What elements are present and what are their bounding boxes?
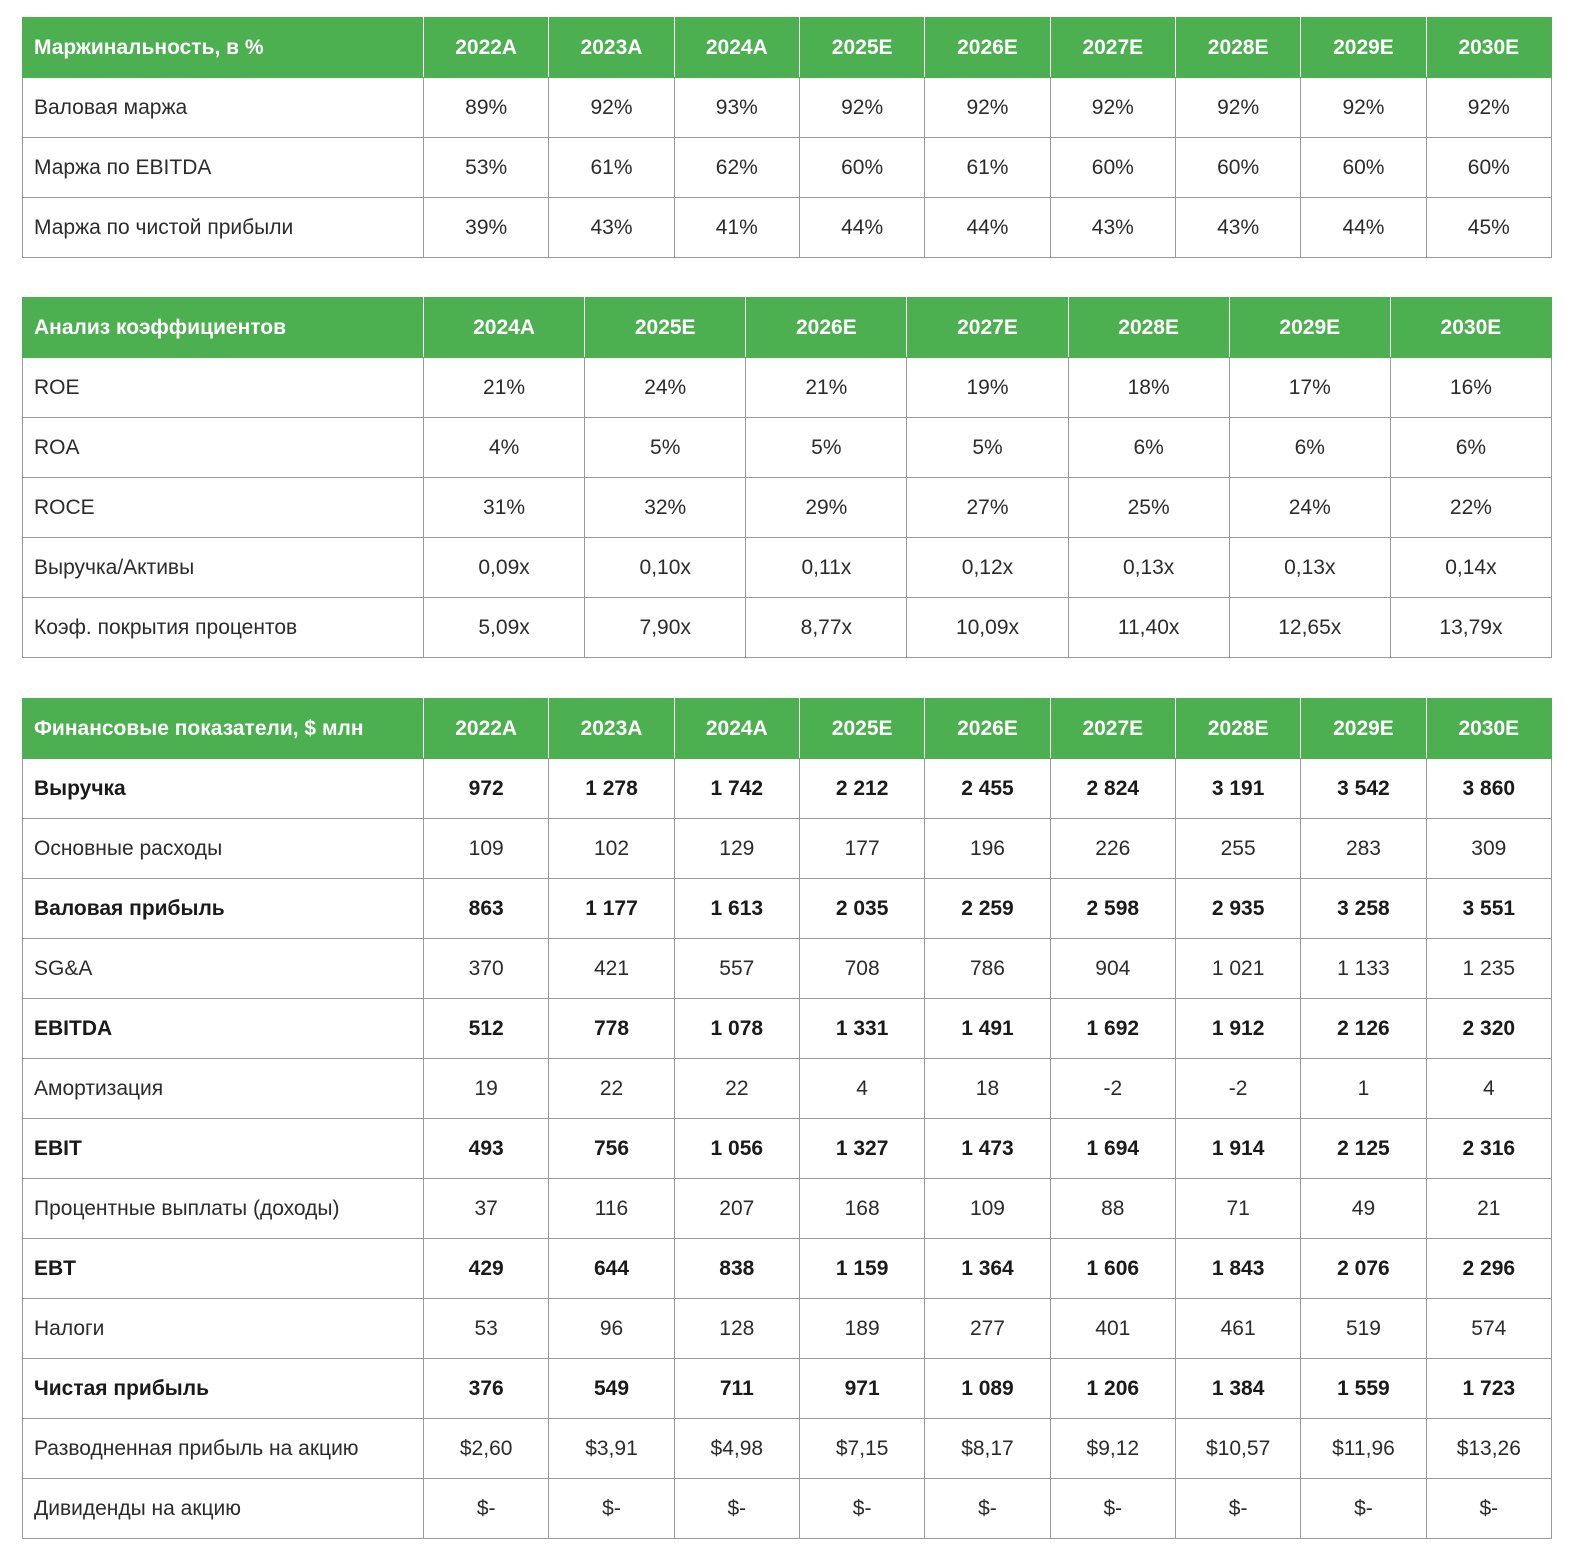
- table-cell: $13,26: [1426, 1419, 1551, 1479]
- table-cell: 1 723: [1426, 1359, 1551, 1419]
- table-row: [23, 358, 1552, 418]
- margins-table: [22, 17, 1552, 258]
- table-cell: 1 331: [799, 999, 924, 1059]
- ratios-table: [22, 297, 1552, 658]
- table-cell: 549: [549, 1359, 674, 1419]
- table-cell: 189: [799, 1299, 924, 1359]
- table-cell: 44%: [799, 198, 924, 258]
- table-cell: 16%: [1390, 358, 1551, 418]
- table-cell: 4: [1426, 1059, 1551, 1119]
- column-header-2028e: 2028E: [1175, 699, 1300, 759]
- column-header-2026e: 2026E: [925, 699, 1050, 759]
- table-cell: 96: [549, 1299, 674, 1359]
- table-cell: 3 258: [1301, 879, 1426, 939]
- table-cell: 1 742: [674, 759, 799, 819]
- row-label: Валовая прибыль: [23, 879, 424, 939]
- table-cell: 838: [674, 1239, 799, 1299]
- table-cell: 1 843: [1175, 1239, 1300, 1299]
- table-cell: 27%: [907, 478, 1068, 538]
- table-row: [23, 759, 1552, 819]
- row-label: Основные расходы: [23, 819, 424, 879]
- table-cell: 972: [424, 759, 549, 819]
- ratios-header-row: [23, 298, 1552, 358]
- table-row: [23, 1359, 1552, 1419]
- table-cell: 277: [925, 1299, 1050, 1359]
- table-cell: 22: [674, 1059, 799, 1119]
- table-cell: 1 606: [1050, 1239, 1175, 1299]
- table-cell: 17%: [1229, 358, 1390, 418]
- table-cell: 177: [799, 819, 924, 879]
- table-row: [23, 1419, 1552, 1479]
- table-cell: 0,14x: [1390, 538, 1551, 598]
- table-cell: 53: [424, 1299, 549, 1359]
- table-cell: 60%: [1175, 138, 1300, 198]
- table-cell: 1 278: [549, 759, 674, 819]
- table-cell: $-: [1426, 1479, 1551, 1539]
- table-row: [23, 999, 1552, 1059]
- table-cell: 461: [1175, 1299, 1300, 1359]
- table-cell: 41%: [674, 198, 799, 258]
- row-label: Выручка/Активы: [23, 538, 424, 598]
- table-cell: 39%: [424, 198, 549, 258]
- table-cell: 2 296: [1426, 1239, 1551, 1299]
- table-row: [23, 478, 1552, 538]
- table-cell: 0,11x: [746, 538, 907, 598]
- table-row: [23, 939, 1552, 999]
- table-cell: 60%: [799, 138, 924, 198]
- table-cell: 24%: [1229, 478, 1390, 538]
- row-label: ROE: [23, 358, 424, 418]
- row-label: EBT: [23, 1239, 424, 1299]
- table-cell: 168: [799, 1179, 924, 1239]
- table-cell: $10,57: [1175, 1419, 1300, 1479]
- table-row: [23, 538, 1552, 598]
- column-header-2028e: 2028E: [1068, 298, 1229, 358]
- table-cell: 61%: [549, 138, 674, 198]
- table-cell: 1 473: [925, 1119, 1050, 1179]
- table-cell: $9,12: [1050, 1419, 1175, 1479]
- table-cell: 6%: [1068, 418, 1229, 478]
- financials-table-title: Финансовые показатели, $ млн: [23, 699, 424, 759]
- table-cell: 0,13x: [1229, 538, 1390, 598]
- table-cell: 493: [424, 1119, 549, 1179]
- financials-table: [22, 698, 1552, 1539]
- ratios-table-title: Анализ коэффициентов: [23, 298, 424, 358]
- table-cell: 1 613: [674, 879, 799, 939]
- table-cell: 863: [424, 879, 549, 939]
- table-cell: 43%: [1050, 198, 1175, 258]
- table-row: [23, 879, 1552, 939]
- table-cell: 3 191: [1175, 759, 1300, 819]
- table-cell: 1 177: [549, 879, 674, 939]
- table-cell: 4%: [424, 418, 585, 478]
- table-cell: 708: [799, 939, 924, 999]
- column-header-2025e: 2025E: [799, 699, 924, 759]
- table-cell: 376: [424, 1359, 549, 1419]
- table-cell: $-: [1175, 1479, 1300, 1539]
- column-header-2024a: 2024A: [674, 699, 799, 759]
- table-cell: 2 076: [1301, 1239, 1426, 1299]
- table-cell: 2 320: [1426, 999, 1551, 1059]
- table-cell: 19: [424, 1059, 549, 1119]
- table-cell: -2: [1050, 1059, 1175, 1119]
- table-cell: 21%: [746, 358, 907, 418]
- table-cell: 778: [549, 999, 674, 1059]
- table-cell: 29%: [746, 478, 907, 538]
- table-cell: 88: [1050, 1179, 1175, 1239]
- table-cell: 92%: [1426, 78, 1551, 138]
- table-cell: 116: [549, 1179, 674, 1239]
- table-cell: 10,09x: [907, 598, 1068, 658]
- table-cell: 93%: [674, 78, 799, 138]
- row-label: SG&A: [23, 939, 424, 999]
- table-cell: 13,79x: [1390, 598, 1551, 658]
- table-cell: 0,13x: [1068, 538, 1229, 598]
- table-cell: 904: [1050, 939, 1175, 999]
- column-header-2022a: 2022A: [424, 699, 549, 759]
- table-cell: 207: [674, 1179, 799, 1239]
- table-cell: 21: [1426, 1179, 1551, 1239]
- table-cell: 512: [424, 999, 549, 1059]
- table-cell: 6%: [1229, 418, 1390, 478]
- table-cell: 49: [1301, 1179, 1426, 1239]
- table-cell: 71: [1175, 1179, 1300, 1239]
- table-row: [23, 418, 1552, 478]
- table-cell: 22%: [1390, 478, 1551, 538]
- row-label: EBITDA: [23, 999, 424, 1059]
- table-cell: 2 126: [1301, 999, 1426, 1059]
- row-label: Чистая прибыль: [23, 1359, 424, 1419]
- table-cell: 2 212: [799, 759, 924, 819]
- table-cell: 5%: [907, 418, 1068, 478]
- table-cell: 129: [674, 819, 799, 879]
- table-cell: $-: [549, 1479, 674, 1539]
- row-label: ROA: [23, 418, 424, 478]
- table-cell: 5,09x: [424, 598, 585, 658]
- table-cell: 8,77x: [746, 598, 907, 658]
- table-cell: 3 551: [1426, 879, 1551, 939]
- table-cell: 60%: [1301, 138, 1426, 198]
- table-cell: 1 384: [1175, 1359, 1300, 1419]
- table-cell: 2 125: [1301, 1119, 1426, 1179]
- table-cell: 1 692: [1050, 999, 1175, 1059]
- table-row: [23, 1179, 1552, 1239]
- table-cell: $2,60: [424, 1419, 549, 1479]
- table-cell: 7,90x: [585, 598, 746, 658]
- column-header-2022a: 2022A: [424, 18, 549, 78]
- row-label: Валовая маржа: [23, 78, 424, 138]
- column-header-2023a: 2023A: [549, 18, 674, 78]
- table-row: [23, 78, 1552, 138]
- table-cell: 1 078: [674, 999, 799, 1059]
- row-label: EBIT: [23, 1119, 424, 1179]
- table-cell: 0,12x: [907, 538, 1068, 598]
- table-row: [23, 138, 1552, 198]
- column-header-2030e: 2030E: [1426, 699, 1551, 759]
- table-cell: 6%: [1390, 418, 1551, 478]
- table-cell: 1 021: [1175, 939, 1300, 999]
- table-row: [23, 819, 1552, 879]
- table-cell: 2 935: [1175, 879, 1300, 939]
- table-cell: 3 860: [1426, 759, 1551, 819]
- table-cell: 2 259: [925, 879, 1050, 939]
- table-cell: 61%: [925, 138, 1050, 198]
- table-cell: 12,65x: [1229, 598, 1390, 658]
- table-cell: 1 327: [799, 1119, 924, 1179]
- row-label: Выручка: [23, 759, 424, 819]
- table-cell: 62%: [674, 138, 799, 198]
- column-header-2026e: 2026E: [746, 298, 907, 358]
- table-cell: 102: [549, 819, 674, 879]
- table-cell: 53%: [424, 138, 549, 198]
- margins-table-title: Маржинальность, в %: [23, 18, 424, 78]
- row-label: Дивиденды на акцию: [23, 1479, 424, 1539]
- table-cell: 2 455: [925, 759, 1050, 819]
- table-cell: 1 491: [925, 999, 1050, 1059]
- column-header-2029e: 2029E: [1229, 298, 1390, 358]
- table-cell: 92%: [1301, 78, 1426, 138]
- table-cell: 43%: [1175, 198, 1300, 258]
- column-header-2024a: 2024A: [674, 18, 799, 78]
- table-cell: 1 056: [674, 1119, 799, 1179]
- table-cell: 786: [925, 939, 1050, 999]
- table-cell: 92%: [799, 78, 924, 138]
- row-label: Разводненная прибыль на акцию: [23, 1419, 424, 1479]
- table-cell: 401: [1050, 1299, 1175, 1359]
- table-cell: 92%: [1050, 78, 1175, 138]
- table-cell: 1 089: [925, 1359, 1050, 1419]
- table-cell: 128: [674, 1299, 799, 1359]
- table-cell: $-: [424, 1479, 549, 1539]
- table-cell: $7,15: [799, 1419, 924, 1479]
- table-cell: 1 559: [1301, 1359, 1426, 1419]
- table-cell: 60%: [1426, 138, 1551, 198]
- table-cell: 429: [424, 1239, 549, 1299]
- table-cell: 644: [549, 1239, 674, 1299]
- column-header-2027e: 2027E: [1050, 699, 1175, 759]
- table-cell: 756: [549, 1119, 674, 1179]
- table-cell: 1 912: [1175, 999, 1300, 1059]
- table-cell: 574: [1426, 1299, 1551, 1359]
- column-header-2023a: 2023A: [549, 699, 674, 759]
- table-cell: 25%: [1068, 478, 1229, 538]
- table-cell: 21%: [424, 358, 585, 418]
- table-cell: 31%: [424, 478, 585, 538]
- table-cell: 1 694: [1050, 1119, 1175, 1179]
- table-row: [23, 1479, 1552, 1539]
- table-cell: 109: [925, 1179, 1050, 1239]
- table-cell: 226: [1050, 819, 1175, 879]
- table-cell: -2: [1175, 1059, 1300, 1119]
- column-header-2029e: 2029E: [1301, 18, 1426, 78]
- table-cell: $-: [925, 1479, 1050, 1539]
- column-header-2028e: 2028E: [1175, 18, 1300, 78]
- row-label: Маржа по EBITDA: [23, 138, 424, 198]
- table-cell: $8,17: [925, 1419, 1050, 1479]
- table-cell: 557: [674, 939, 799, 999]
- table-cell: 2 824: [1050, 759, 1175, 819]
- column-header-2027e: 2027E: [907, 298, 1068, 358]
- row-label: ROCE: [23, 478, 424, 538]
- column-header-2030e: 2030E: [1390, 298, 1551, 358]
- table-cell: 92%: [1175, 78, 1300, 138]
- table-cell: 1 133: [1301, 939, 1426, 999]
- column-header-2030e: 2030E: [1426, 18, 1551, 78]
- table-cell: 1 364: [925, 1239, 1050, 1299]
- column-header-2025e: 2025E: [585, 298, 746, 358]
- row-label: Амортизация: [23, 1059, 424, 1119]
- table-cell: $-: [1050, 1479, 1175, 1539]
- row-label: Процентные выплаты (доходы): [23, 1179, 424, 1239]
- table-cell: $-: [1301, 1479, 1426, 1539]
- table-row: [23, 598, 1552, 658]
- table-cell: 2 598: [1050, 879, 1175, 939]
- table-cell: 196: [925, 819, 1050, 879]
- table-row: [23, 1299, 1552, 1359]
- table-cell: 255: [1175, 819, 1300, 879]
- column-header-2029e: 2029E: [1301, 699, 1426, 759]
- table-cell: 0,10x: [585, 538, 746, 598]
- table-cell: 109: [424, 819, 549, 879]
- table-cell: 11,40x: [1068, 598, 1229, 658]
- table-cell: 45%: [1426, 198, 1551, 258]
- table-cell: 92%: [925, 78, 1050, 138]
- table-row: [23, 1119, 1552, 1179]
- table-cell: 22: [549, 1059, 674, 1119]
- row-label: Маржа по чистой прибыли: [23, 198, 424, 258]
- table-cell: 711: [674, 1359, 799, 1419]
- table-cell: 44%: [1301, 198, 1426, 258]
- table-cell: $3,91: [549, 1419, 674, 1479]
- table-row: [23, 1239, 1552, 1299]
- table-cell: 1 914: [1175, 1119, 1300, 1179]
- column-header-2024a: 2024A: [424, 298, 585, 358]
- table-cell: $-: [799, 1479, 924, 1539]
- table-cell: 3 542: [1301, 759, 1426, 819]
- table-cell: 283: [1301, 819, 1426, 879]
- table-cell: $-: [674, 1479, 799, 1539]
- table-cell: 32%: [585, 478, 746, 538]
- table-cell: 19%: [907, 358, 1068, 418]
- table-cell: 0,09x: [424, 538, 585, 598]
- table-cell: 1 235: [1426, 939, 1551, 999]
- table-cell: $11,96: [1301, 1419, 1426, 1479]
- table-cell: 92%: [549, 78, 674, 138]
- table-row: [23, 198, 1552, 258]
- table-cell: 1: [1301, 1059, 1426, 1119]
- table-cell: 60%: [1050, 138, 1175, 198]
- table-cell: 37: [424, 1179, 549, 1239]
- table-cell: 5%: [585, 418, 746, 478]
- financials-header-row: [23, 699, 1552, 759]
- table-cell: 2 035: [799, 879, 924, 939]
- column-header-2027e: 2027E: [1050, 18, 1175, 78]
- table-cell: 18%: [1068, 358, 1229, 418]
- table-cell: 5%: [746, 418, 907, 478]
- table-cell: 1 206: [1050, 1359, 1175, 1419]
- table-cell: 18: [925, 1059, 1050, 1119]
- table-cell: 2 316: [1426, 1119, 1551, 1179]
- table-cell: 89%: [424, 78, 549, 138]
- row-label: Коэф. покрытия процентов: [23, 598, 424, 658]
- table-cell: 971: [799, 1359, 924, 1419]
- table-cell: 309: [1426, 819, 1551, 879]
- table-cell: 519: [1301, 1299, 1426, 1359]
- table-cell: 43%: [549, 198, 674, 258]
- column-header-2025e: 2025E: [799, 18, 924, 78]
- table-cell: 421: [549, 939, 674, 999]
- margins-header-row: [23, 18, 1552, 78]
- table-cell: 4: [799, 1059, 924, 1119]
- table-cell: 1 159: [799, 1239, 924, 1299]
- row-label: Налоги: [23, 1299, 424, 1359]
- column-header-2026e: 2026E: [925, 18, 1050, 78]
- table-row: [23, 1059, 1552, 1119]
- table-cell: 44%: [925, 198, 1050, 258]
- table-cell: 370: [424, 939, 549, 999]
- table-cell: 24%: [585, 358, 746, 418]
- table-cell: $4,98: [674, 1419, 799, 1479]
